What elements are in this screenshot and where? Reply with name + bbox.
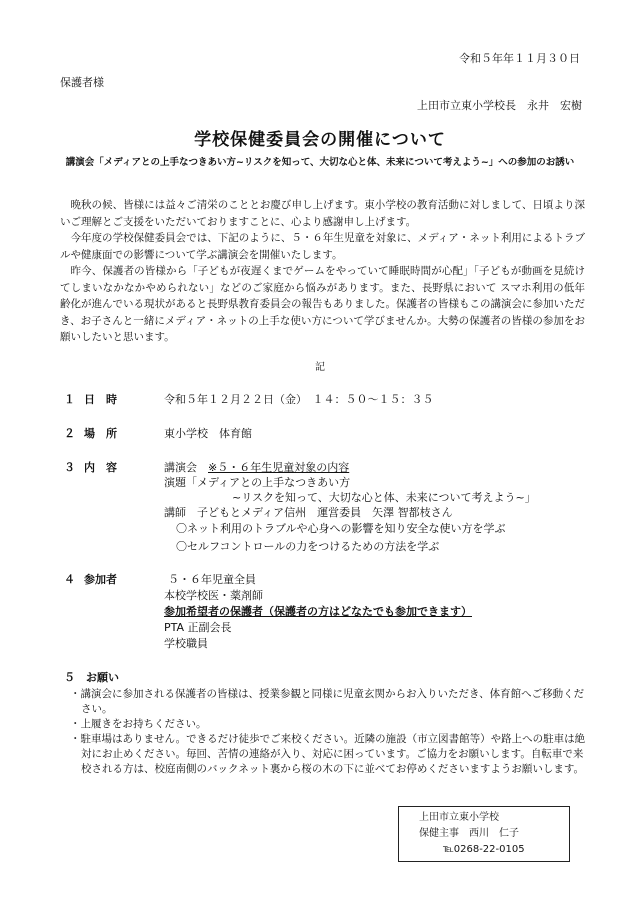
lecture-point: 〇ネット利用のトラブルや心身への影響を知り安全な使い方を学ぶ — [176, 522, 506, 535]
contact-person: 保健主事 西川 仁子 — [419, 828, 519, 839]
lecture-label: 講演会 — [164, 461, 208, 474]
item-number: １ — [64, 393, 75, 406]
requests-list — [70, 687, 590, 777]
item-number: ４ — [64, 573, 75, 586]
paragraph: 晩秋の候、皆様には益々ご清栄のこととお慶び申し上げます。東小学校の教育活動に対しまして、日頃より深いご理解とご支援をいただいておりますことに、心より感謝申し上げます。 — [60, 199, 585, 228]
participant-highlight: 参加希望者の保護者（保護者の方はどなたでも参加できます） — [164, 605, 472, 618]
item-number: ２ — [64, 427, 75, 440]
participant: 本校学校医・薬剤師 — [164, 589, 263, 602]
lecture-theme-line2: ~リスクを知って、大切な心と体、未来について考えよう~」 — [232, 491, 536, 504]
paragraph: 昨今、保護者の皆様から「子どもが夜遅くまでゲームをやっていて睡眠時間が心配」「子どもが動画を見続けてしまいなかなかやめられない」などのご家庭から悩みがあります。また、長野県において スマホ利用の低年齢化が進んでいる現状があると長野県教育委員会の報告もありました。保護者の皆様もこの講演会に参加いただき、お子さんと一緒にメディア・ネットの上手な使い方について学びませんか。大勢の保護者の皆様の参加をお願いしたいと思います。 — [60, 265, 585, 343]
item-label-content: 内 容 — [84, 461, 117, 474]
contact-tel: ℡0268-22-0105 — [443, 844, 525, 855]
event-place: 東小学校 体育館 — [164, 427, 252, 440]
lecture-theme-line1: 演題「メディアとの上手なつきあい方 — [164, 476, 351, 489]
lecture-note: ※５・６年生児童対象の内容 — [208, 461, 350, 474]
item-number: ３ — [64, 461, 75, 474]
paragraph: 今年度の学校保健委員会では、下記のように、５・６年生児童を対象に、メディア・ネット利用によるトラブルや健康面での影響について学ぶ講演会を開催いたします。 — [60, 232, 585, 261]
recipient: 保護者様 — [60, 76, 104, 89]
item-label-place: 場 所 — [84, 427, 117, 440]
subtitle: 講演会「メディアとの上手なつきあい方~リスクを知って、大切な心と体、未来について考えよう~」への参加のお誘い — [65, 157, 575, 168]
item-label-participants: 参加者 — [84, 573, 117, 586]
ki-heading: 記 — [315, 362, 325, 373]
contact-box — [398, 806, 570, 862]
requests-heading: ５ お願い — [64, 671, 119, 684]
lecture-speaker: 講師 子どもとメディア信州 運営委員 矢澤 智都枝さん — [164, 506, 453, 519]
sender: 上田市立東小学校長 永井 宏樹 — [417, 99, 582, 112]
participant: ５・６年児童全員 — [168, 573, 256, 586]
issue-date: 令和５年年１１月３０日 — [459, 52, 580, 65]
contact-school: 上田市立東小学校 — [419, 812, 499, 823]
page-title: 学校保健委員会の開催について — [194, 130, 446, 150]
item-label-date: 日 時 — [84, 393, 117, 406]
participant: 学校職員 — [164, 637, 208, 650]
lecture-line — [164, 461, 349, 474]
event-datetime: 令和５年１２月２２日（金） １４：５０～１５：３５ — [164, 393, 434, 406]
request-item: ・講演会に参加される保護者の皆様は、授業参観と同様に児童玄関からお入りいただき、体育館へご移動ください。 — [70, 688, 585, 715]
participant: PTA 正副会長 — [164, 621, 232, 634]
lecture-point: 〇セルフコントロールの力をつけるための方法を学ぶ — [176, 540, 440, 553]
request-item: ・上履きをお持ちください。 — [70, 718, 207, 730]
request-item: ・駐車場はありません。できるだけ徒歩でご来校ください。近隣の施設（市立図書館等）や路上への駐車は絶対にお止めください。毎回、苦情の連絡が入り、対応に困っています。ご協力をお願いします。自転車で来校される方は、校庭南側のバックネット裏から桜の木の下に並べてお停めくださいますようお願いします。 — [70, 733, 586, 775]
body-text — [60, 197, 585, 346]
